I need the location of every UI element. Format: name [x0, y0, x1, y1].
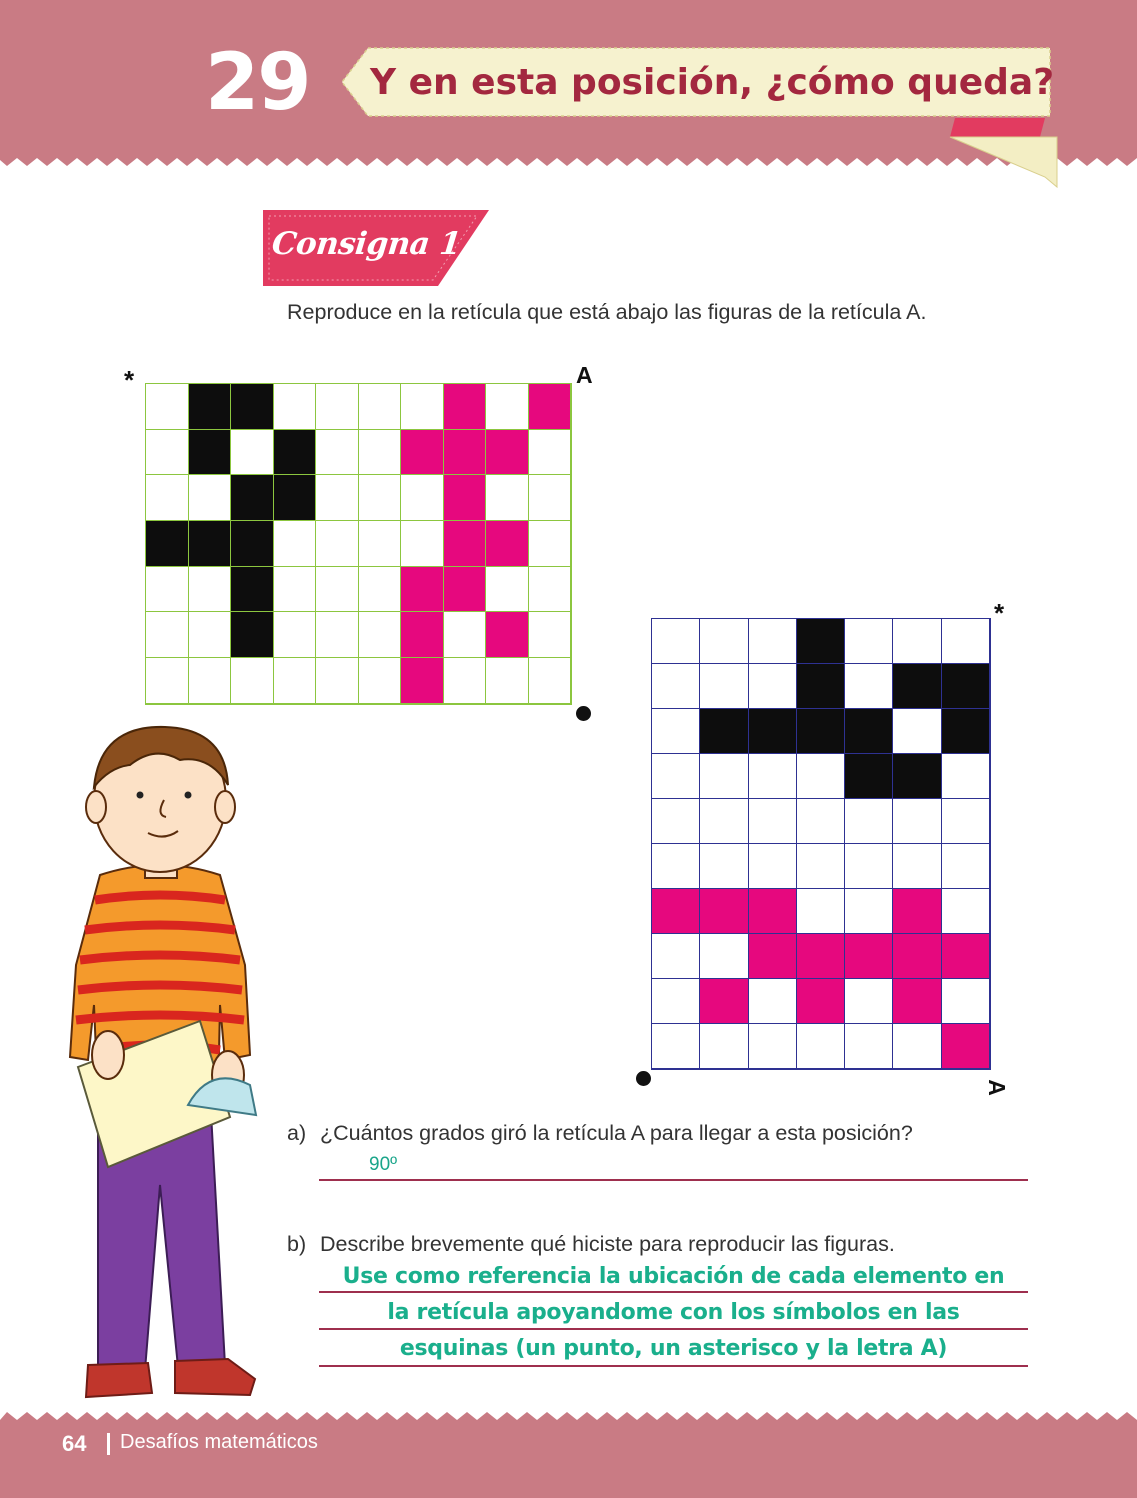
grid-cell: [748, 753, 796, 798]
grid-cell: [273, 657, 316, 703]
grid-cell: [528, 657, 571, 703]
grid-cell: [651, 843, 699, 888]
grid-cell: [748, 978, 796, 1023]
book-title: Desafíos matemáticos: [120, 1431, 318, 1453]
question-b-text: Describe brevemente qué hiciste para reproducir las figuras.: [320, 1232, 895, 1256]
grid-cell: [651, 978, 699, 1023]
question-a: [287, 1121, 913, 1146]
consigna-label: Consigna 1: [270, 226, 463, 262]
grid-cell: [941, 843, 989, 888]
answer-line-a[interactable]: [319, 1179, 1028, 1181]
pink-cell: [400, 657, 443, 703]
footer-band: [0, 1412, 1137, 1498]
grid-cell: [358, 520, 401, 566]
answer-line-b-2[interactable]: [319, 1328, 1028, 1330]
grid-cell: [443, 611, 486, 657]
grid-b: [651, 618, 991, 1070]
black-cell: [230, 611, 273, 657]
answer-b-line-1: Use como referencia la ubicación de cada elemento en: [342, 1264, 1005, 1289]
pink-cell: [485, 520, 528, 566]
grid-cell: [651, 798, 699, 843]
grid-cell: [844, 888, 892, 933]
black-cell: [844, 753, 892, 798]
grid-cell: [528, 429, 571, 475]
grid-cell: [699, 663, 747, 708]
grid-cell: [796, 1023, 844, 1068]
black-cell: [188, 520, 231, 566]
ribbon-decoration: [945, 115, 1065, 195]
answer-b-line-3: esquinas (un punto, un asterisco y la letra A): [399, 1336, 948, 1361]
grid-cell: [188, 566, 231, 612]
pink-cell: [528, 383, 571, 429]
pink-cell: [485, 429, 528, 475]
pink-cell: [892, 888, 940, 933]
black-cell: [273, 429, 316, 475]
grid-cell: [273, 566, 316, 612]
question-a-letter: a): [287, 1121, 307, 1145]
grid-cell: [528, 566, 571, 612]
question-a-text: ¿Cuántos grados giró la retícula A para llegar a esta posición?: [320, 1121, 913, 1145]
pink-cell: [892, 978, 940, 1023]
grid-cell: [358, 657, 401, 703]
grid-cell: [485, 474, 528, 520]
grid-cell: [844, 618, 892, 663]
grid-cell: [844, 663, 892, 708]
grid-cell: [941, 753, 989, 798]
black-cell: [230, 383, 273, 429]
grid-cell: [485, 566, 528, 612]
black-cell: [748, 708, 796, 753]
answer-line-b-1[interactable]: [319, 1291, 1028, 1293]
black-cell: [796, 663, 844, 708]
pink-cell: [796, 933, 844, 978]
grid-cell: [699, 618, 747, 663]
grid-cell: [400, 474, 443, 520]
grid-cell: [796, 798, 844, 843]
pink-cell: [748, 933, 796, 978]
footer-separator: [107, 1433, 110, 1455]
grid-cell: [315, 520, 358, 566]
pink-cell: [400, 429, 443, 475]
black-cell: [796, 618, 844, 663]
grid-cell: [528, 474, 571, 520]
pink-cell: [443, 566, 486, 612]
question-b: [287, 1232, 895, 1257]
grid-cell: [358, 429, 401, 475]
pink-cell: [443, 520, 486, 566]
grid-cell: [315, 657, 358, 703]
pink-cell: [485, 611, 528, 657]
answer-b-line-2: la retícula apoyandome con los símbolos en las: [387, 1300, 960, 1325]
page-number: 64: [62, 1431, 87, 1456]
grid-cell: [651, 753, 699, 798]
grid-cell: [528, 520, 571, 566]
black-cell: [188, 429, 231, 475]
grid-cell: [315, 566, 358, 612]
grid-cell: [796, 888, 844, 933]
black-cell: [941, 708, 989, 753]
grid-cell: [145, 657, 188, 703]
grid-cell: [844, 843, 892, 888]
grid-cell: [941, 798, 989, 843]
grid-cell: [892, 843, 940, 888]
pink-cell: [748, 888, 796, 933]
grid-cell: [699, 753, 747, 798]
grid-cell: [941, 618, 989, 663]
grid-cell: [315, 474, 358, 520]
grid-cell: [528, 611, 571, 657]
grid-cell: [892, 1023, 940, 1068]
grid-cell: [892, 618, 940, 663]
grid-cell: [358, 611, 401, 657]
grid-cell: [651, 933, 699, 978]
grid-cell: [651, 708, 699, 753]
grid-cell: [892, 798, 940, 843]
black-cell: [892, 753, 940, 798]
grid-cell: [748, 618, 796, 663]
grid-cell: [273, 383, 316, 429]
grid-cell: [844, 978, 892, 1023]
grid-cell: [315, 611, 358, 657]
grid-cell: [892, 708, 940, 753]
answer-line-b-3[interactable]: [319, 1365, 1028, 1367]
grid-cell: [188, 611, 231, 657]
black-cell: [188, 383, 231, 429]
pink-cell: [941, 1023, 989, 1068]
answer-a: 90º: [369, 1154, 398, 1175]
pink-cell: [400, 611, 443, 657]
lesson-number: 29: [205, 38, 310, 128]
grid-cell: [315, 429, 358, 475]
grid-cell: [145, 474, 188, 520]
grid-cell: [273, 611, 316, 657]
dot-marker-a: [576, 706, 591, 721]
pink-cell: [699, 978, 747, 1023]
black-cell: [941, 663, 989, 708]
grid-cell: [651, 618, 699, 663]
pink-cell: [400, 566, 443, 612]
pink-cell: [699, 888, 747, 933]
grid-cell: [188, 657, 231, 703]
grid-cell: [748, 663, 796, 708]
grid-cell: [796, 753, 844, 798]
asterisk-marker-a: *: [124, 365, 135, 395]
black-cell: [844, 708, 892, 753]
black-cell: [230, 566, 273, 612]
grid-cell: [400, 383, 443, 429]
grid-cell: [145, 566, 188, 612]
grid-cell: [485, 383, 528, 429]
grid-cell: [358, 566, 401, 612]
pink-cell: [651, 888, 699, 933]
grid-cell: [145, 611, 188, 657]
boy-illustration: [60, 715, 280, 1405]
letter-a-marker-b: A: [983, 1079, 1010, 1096]
grid-cell: [748, 1023, 796, 1068]
grid-cell: [188, 474, 231, 520]
pink-cell: [443, 474, 486, 520]
grid-cell: [230, 429, 273, 475]
grid-cell: [941, 978, 989, 1023]
grid-cell: [699, 843, 747, 888]
grid-cell: [748, 798, 796, 843]
grid-cell: [699, 1023, 747, 1068]
pink-cell: [443, 383, 486, 429]
grid-cell: [651, 1023, 699, 1068]
asterisk-marker-b: *: [994, 598, 1005, 628]
grid-cell: [358, 383, 401, 429]
black-cell: [145, 520, 188, 566]
black-cell: [892, 663, 940, 708]
grid-cell: [844, 798, 892, 843]
pink-cell: [796, 978, 844, 1023]
pink-cell: [443, 429, 486, 475]
letter-a-marker-a: A: [576, 362, 593, 388]
grid-cell: [358, 474, 401, 520]
grid-cell: [273, 520, 316, 566]
grid-cell: [699, 798, 747, 843]
instruction-text: Reproduce en la retícula que está abajo las figuras de la retícula A.: [287, 300, 927, 324]
grid-cell: [941, 888, 989, 933]
grid-cell: [651, 663, 699, 708]
grid-cell: [400, 520, 443, 566]
grid-cell: [315, 383, 358, 429]
grid-cell: [443, 657, 486, 703]
black-cell: [230, 474, 273, 520]
lesson-title: Y en esta posición, ¿cómo queda?: [370, 62, 1055, 103]
grid-cell: [145, 429, 188, 475]
black-cell: [273, 474, 316, 520]
grid-cell: [145, 383, 188, 429]
pink-cell: [941, 933, 989, 978]
grid-cell: [844, 1023, 892, 1068]
black-cell: [699, 708, 747, 753]
pink-cell: [844, 933, 892, 978]
pink-cell: [892, 933, 940, 978]
black-cell: [796, 708, 844, 753]
grid-cell: [485, 657, 528, 703]
grid-cell: [748, 843, 796, 888]
question-b-letter: b): [287, 1232, 307, 1256]
black-cell: [230, 520, 273, 566]
grid-cell: [230, 657, 273, 703]
dot-marker-b: [636, 1071, 651, 1086]
grid-cell: [699, 933, 747, 978]
grid-a: [145, 383, 572, 705]
grid-cell: [796, 843, 844, 888]
